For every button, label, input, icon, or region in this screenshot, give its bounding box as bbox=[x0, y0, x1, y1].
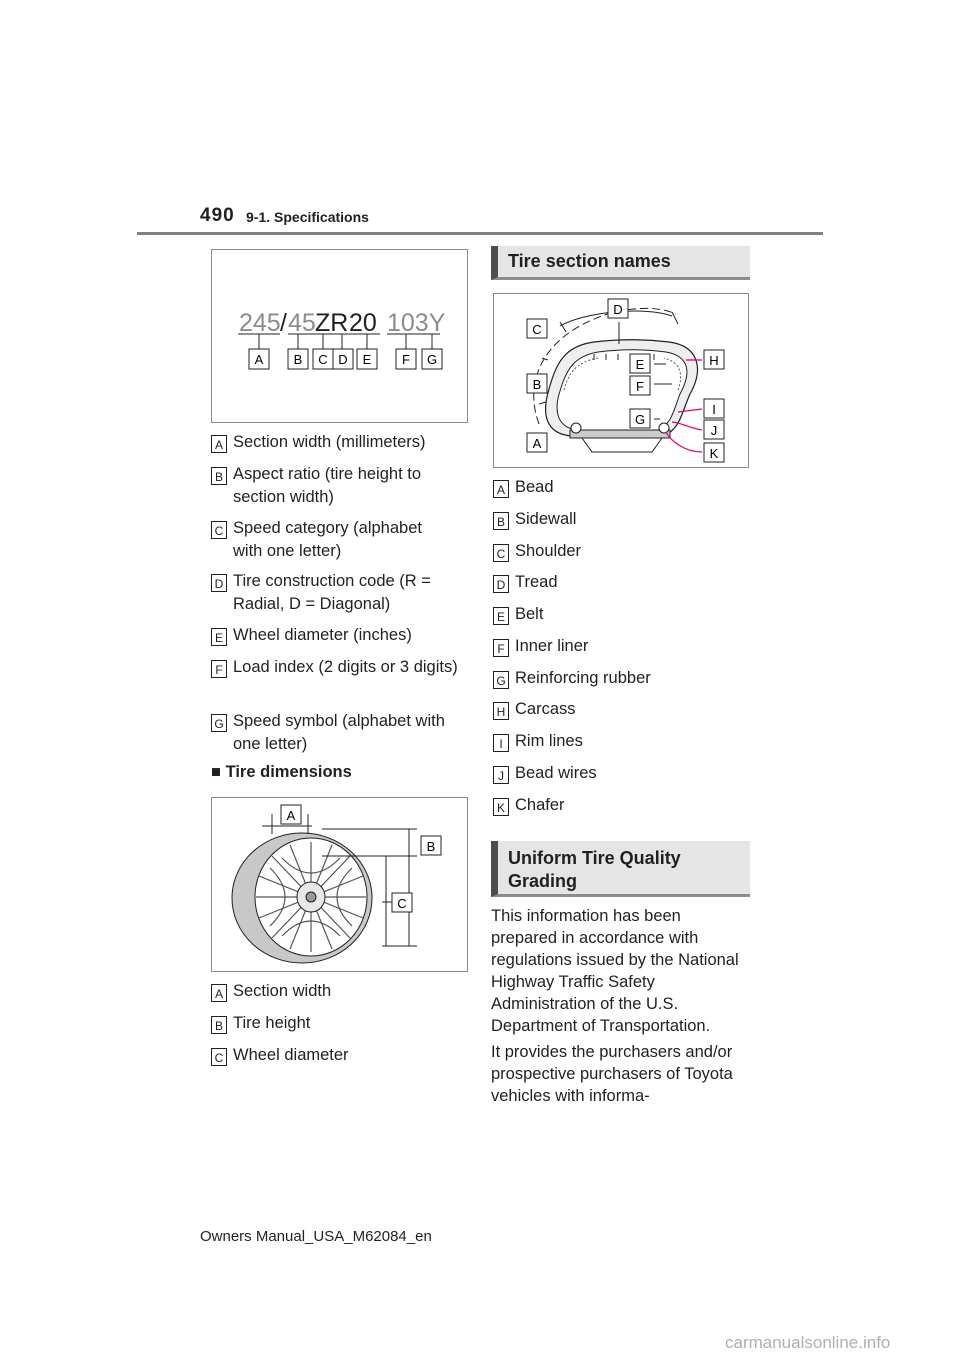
item-label: K bbox=[493, 798, 509, 816]
tire-dimensions-figure bbox=[211, 797, 468, 972]
sec-label-i: I bbox=[712, 402, 716, 417]
item-label: B bbox=[493, 512, 509, 530]
sec-label-j: J bbox=[710, 423, 718, 438]
item-text: Tire construction code (R = Radial, D = Diagonal) bbox=[233, 572, 431, 613]
utqg-paragraph-1: This information has been prepared in accordance with regulations issued by the National Highway Traffic Safety Administration of the U.S. Department of Transportation. bbox=[491, 907, 739, 1035]
item-text: Wheel diameter bbox=[233, 1046, 349, 1064]
item-label: A bbox=[211, 435, 227, 453]
page-number: 490 bbox=[200, 205, 235, 226]
section-names-heading: Tire section names bbox=[491, 246, 750, 280]
item-text: Section width (millimeters) bbox=[233, 433, 426, 451]
item-text: Wheel diameter (inches) bbox=[233, 626, 412, 644]
sec-label-f: F bbox=[636, 379, 644, 394]
section-title: 9-1. Specifications bbox=[246, 209, 369, 225]
item-text: Section width bbox=[233, 982, 332, 1000]
item-text: Speed category (alphabet with one letter) bbox=[233, 519, 422, 560]
item-text: Tire height bbox=[233, 1014, 311, 1032]
item-label: C bbox=[493, 544, 509, 562]
item-text: Carcass bbox=[515, 700, 576, 718]
item-label: D bbox=[211, 574, 227, 592]
sec-label-g: G bbox=[634, 412, 646, 427]
code-part-aspect: 45 bbox=[288, 309, 316, 337]
tire-section-diagram bbox=[494, 294, 748, 467]
item-text: Chafer bbox=[515, 796, 565, 814]
item-label: B bbox=[211, 1016, 227, 1034]
sec-label-e: E bbox=[635, 357, 645, 372]
sec-label-c: C bbox=[532, 322, 542, 337]
header-rule bbox=[137, 232, 823, 235]
tire-dimensions-diagram bbox=[212, 798, 467, 971]
item-label: F bbox=[211, 660, 227, 678]
tire-section-figure bbox=[493, 293, 749, 468]
bullet-icon: ■ bbox=[211, 763, 221, 781]
code-part-slash: / bbox=[280, 309, 287, 337]
item-label: C bbox=[211, 521, 227, 539]
item-label: E bbox=[211, 628, 227, 646]
sec-label-d: D bbox=[613, 302, 623, 317]
item-text: Reinforcing rubber bbox=[515, 669, 651, 687]
code-label-a: A bbox=[254, 352, 264, 367]
footer-text: Owners Manual_USA_M62084_en bbox=[200, 1228, 432, 1245]
code-part-zr: ZR bbox=[315, 309, 349, 337]
item-text: Speed symbol (alphabet with one letter) bbox=[233, 712, 445, 753]
item-text: Aspect ratio (tire height to section width) bbox=[233, 465, 422, 506]
item-text: Belt bbox=[515, 605, 544, 623]
code-part-diameter: 20 bbox=[349, 309, 377, 337]
dimensions-heading-text: Tire dimensions bbox=[225, 763, 352, 781]
code-part-section-width: 245 bbox=[239, 309, 281, 337]
dimensions-heading bbox=[211, 763, 352, 782]
code-label-e: E bbox=[362, 352, 372, 367]
item-text: Inner liner bbox=[515, 637, 589, 655]
dim-label-a: A bbox=[286, 808, 296, 823]
item-label: H bbox=[493, 702, 509, 720]
code-label-c: C bbox=[318, 352, 328, 367]
utqg-paragraph-2: It provides the purchasers and/or prospective purchasers of Toyota vehicles with informa- bbox=[491, 1043, 733, 1105]
item-label: A bbox=[211, 984, 227, 1002]
item-label: A bbox=[493, 480, 509, 498]
code-part-load-speed: 103Y bbox=[387, 309, 446, 337]
item-text: Sidewall bbox=[515, 510, 577, 528]
utqg-heading: Uniform Tire Quality Grading bbox=[491, 841, 750, 897]
watermark: carmanualsonline.info bbox=[725, 1333, 891, 1352]
item-text: Shoulder bbox=[515, 542, 582, 560]
item-text: Rim lines bbox=[515, 732, 583, 750]
code-label-b: B bbox=[293, 352, 303, 367]
code-label-d: D bbox=[338, 352, 348, 367]
item-label: C bbox=[211, 1048, 227, 1066]
sec-label-k: K bbox=[709, 446, 719, 461]
item-label: D bbox=[493, 575, 509, 593]
item-label: G bbox=[211, 714, 227, 732]
item-text: Bead wires bbox=[515, 764, 597, 782]
sec-label-a: A bbox=[532, 436, 542, 451]
item-label: I bbox=[493, 734, 509, 752]
sec-label-h: H bbox=[709, 353, 719, 368]
tire-code-figure bbox=[211, 249, 468, 423]
code-label-g: G bbox=[426, 352, 438, 367]
item-label: F bbox=[493, 639, 509, 657]
tire-code-diagram bbox=[212, 250, 467, 422]
dim-label-c: C bbox=[397, 896, 407, 911]
item-text: Bead bbox=[515, 478, 554, 496]
item-text: Load index (2 digits or 3 digits) bbox=[233, 658, 458, 676]
item-text: Tread bbox=[515, 573, 558, 591]
item-label: E bbox=[493, 607, 509, 625]
dim-label-b: B bbox=[426, 839, 436, 854]
item-label: G bbox=[493, 671, 509, 689]
code-label-f: F bbox=[402, 352, 410, 367]
code-labels bbox=[249, 349, 442, 369]
sec-label-b: B bbox=[532, 377, 542, 392]
item-label: B bbox=[211, 467, 227, 485]
item-label: J bbox=[493, 766, 509, 784]
